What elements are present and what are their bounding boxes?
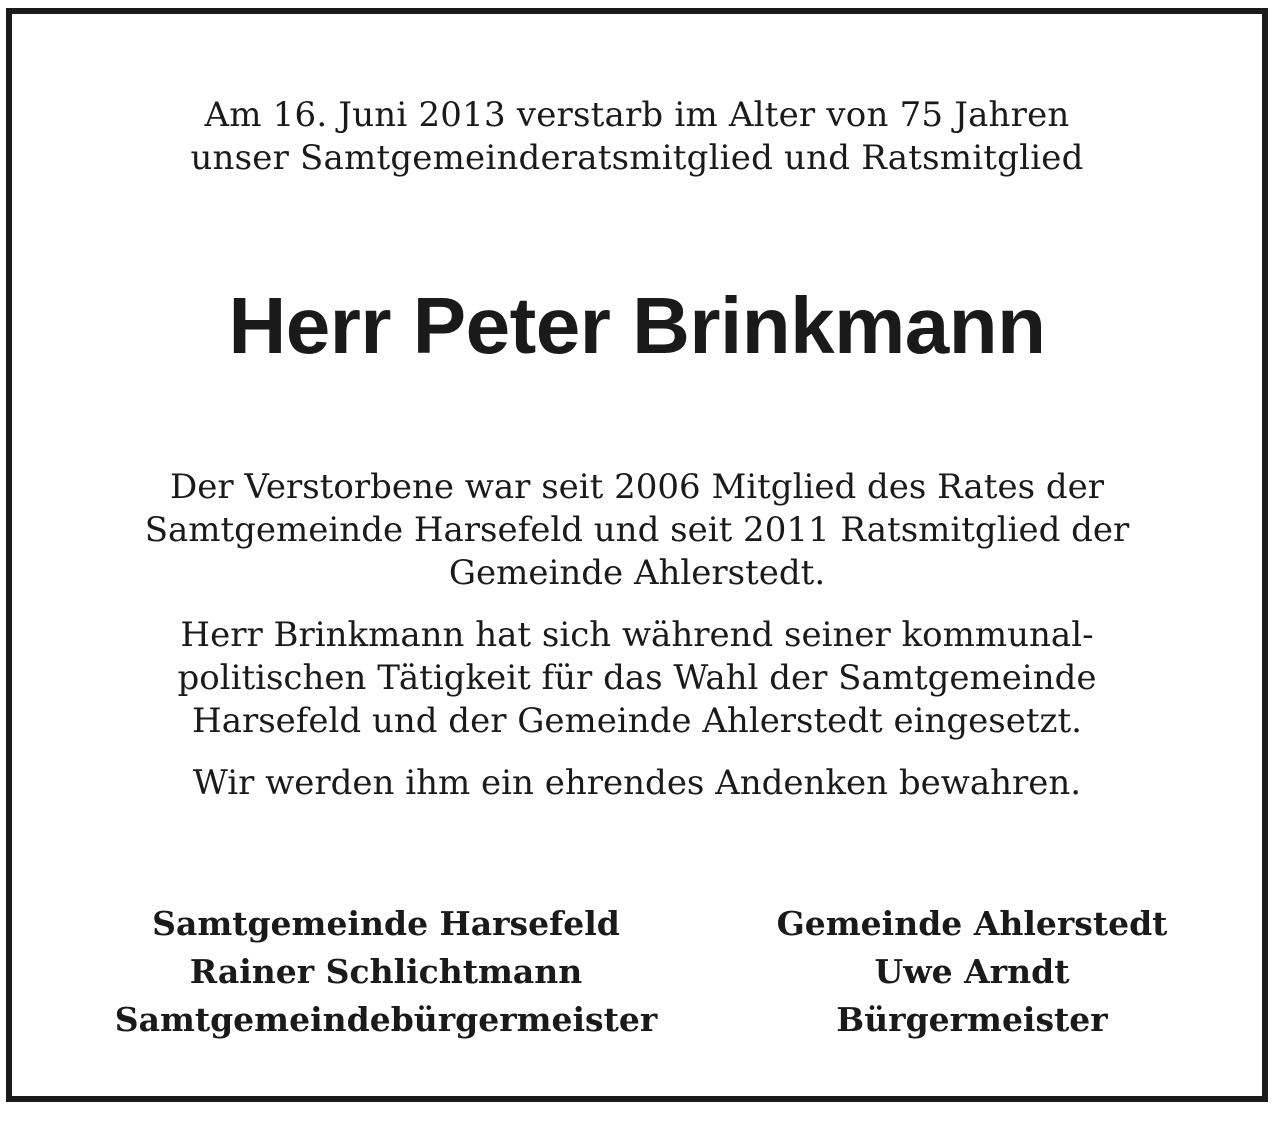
signature-organization: Gemeinde Ahlerstedt: [776, 904, 1168, 943]
signature-organization: Samtgemeinde Harsefeld: [152, 904, 620, 943]
signature-ahlerstedt: [692, 900, 1252, 1044]
intro-text: [12, 94, 1262, 180]
paragraph-remembrance: [52, 762, 1222, 805]
signature-person: Uwe Arndt: [874, 952, 1070, 991]
paragraph-line: Wir werden ihm ein ehrendes Andenken bewahren.: [192, 763, 1082, 803]
signature-role: Bürgermeister: [836, 1000, 1108, 1039]
paragraph-line: Gemeinde Ahlerstedt.: [448, 553, 826, 593]
intro-line-2: unser Samtgemeinderatsmitglied und Ratsmitglied: [190, 138, 1084, 178]
signature-role: Samtgemeindebürgermeister: [114, 1000, 658, 1039]
paragraph-line: Harsefeld und der Gemeinde Ahlerstedt eingesetzt.: [192, 701, 1082, 741]
paragraph-membership: [52, 466, 1222, 595]
signature-harsefeld: [76, 900, 696, 1044]
obituary-notice: [6, 8, 1268, 1102]
deceased-name: Herr Peter Brinkmann: [228, 281, 1046, 370]
paragraph-commitment: [52, 614, 1222, 743]
paragraph-line: Der Verstorbene war seit 2006 Mitglied des Rates der: [169, 467, 1104, 507]
signature-person: Rainer Schlichtmann: [189, 952, 583, 991]
paragraph-line: Herr Brinkmann hat sich während seiner kommunal-: [180, 615, 1094, 655]
paragraph-line: politischen Tätigkeit für das Wahl der Samtgemeinde: [177, 658, 1097, 698]
paragraph-line: Samtgemeinde Harsefeld und seit 2011 Ratsmitglied der: [144, 510, 1130, 550]
intro-line-1: Am 16. Juni 2013 verstarb im Alter von 75 Jahren: [204, 95, 1070, 135]
